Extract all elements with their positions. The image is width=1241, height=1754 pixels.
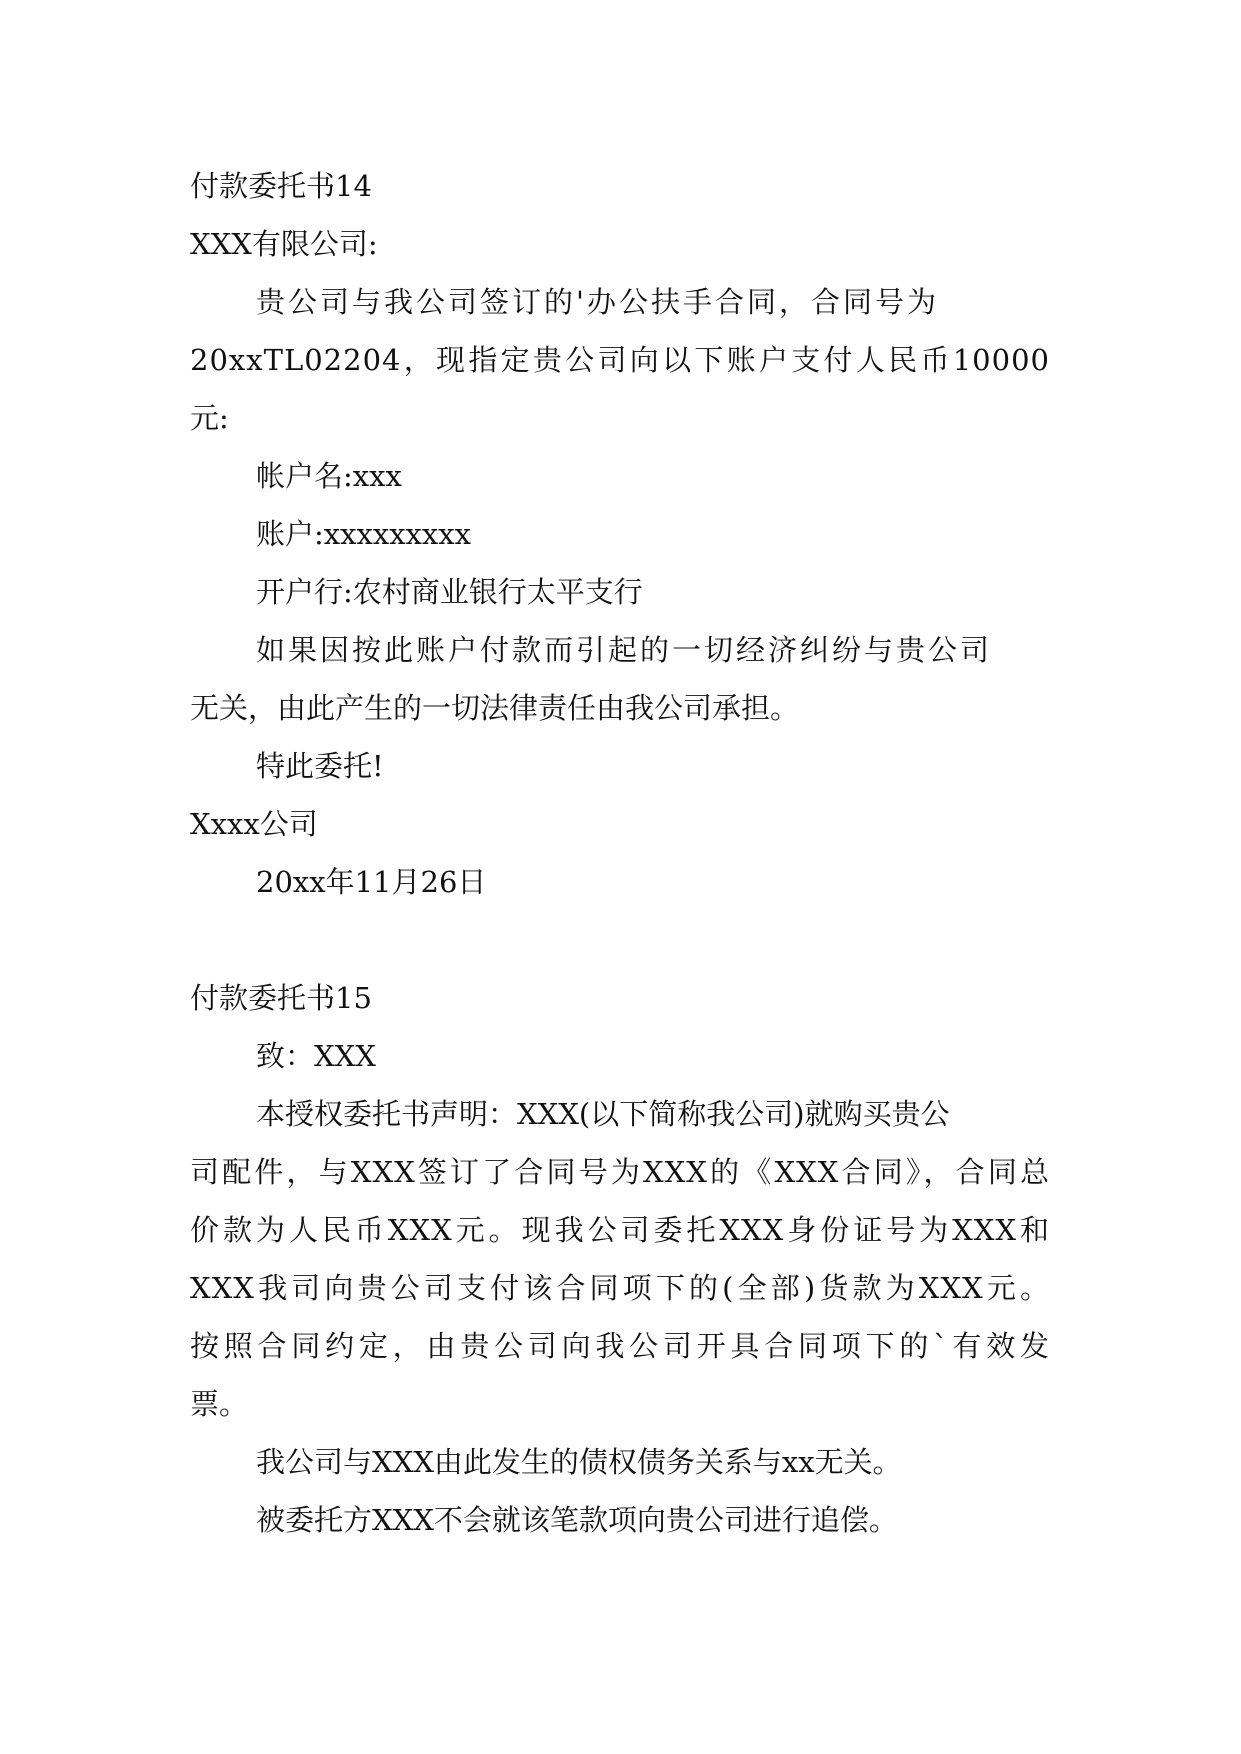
letter14-disclaimer-line2: 无关，由此产生的一切法律责任由我公司承担。 bbox=[190, 691, 800, 725]
letter15-statement-line2: 司配件，与XXX签订了合同号为XXX的《XXX合同》，合同总 bbox=[190, 1155, 1050, 1189]
letter14-date: 20xx年11月26日 bbox=[256, 865, 487, 899]
letter14-account-name: 帐户名:xxx bbox=[256, 459, 402, 493]
letter14-body-line3: 元: bbox=[190, 401, 229, 435]
letter15-statement-line1: 本授权委托书声明：XXX(以下简称我公司)就购买贵公 bbox=[256, 1097, 950, 1131]
letter15-title: 付款委托书15 bbox=[190, 981, 372, 1015]
letter15-statement-line5: 按照合同约定，由贵公司向我公司开具合同项下的`有效发 bbox=[190, 1329, 1050, 1363]
letter14-bank: 开户行:农村商业银行太平支行 bbox=[256, 575, 643, 609]
letter15-statement-line6: 票。 bbox=[190, 1387, 249, 1421]
letter15-statement-line3: 价款为人民币XXX元。现我公司委托XXX身份证号为XXX和 bbox=[190, 1213, 1050, 1247]
letter15-no-recourse: 被委托方XXX不会就该笔款项向贵公司进行追偿。 bbox=[256, 1503, 898, 1537]
letter14-closing: 特此委托! bbox=[256, 749, 384, 783]
letter14-body-line1: 贵公司与我公司签订的'办公扶手合同，合同号为 bbox=[256, 285, 939, 319]
letter14-account-number: 账户:xxxxxxxxx bbox=[256, 517, 471, 551]
letter14-recipient: XXX有限公司: bbox=[190, 227, 378, 261]
letter14-signature: Xxxx公司 bbox=[190, 807, 318, 841]
letter15-statement-line4: XXX我司向贵公司支付该合同项下的(全部)货款为XXX元。 bbox=[190, 1271, 1050, 1305]
letter14-body-line2: 20xxTL02204，现指定贵公司向以下账户支付人民币10000 bbox=[190, 343, 1050, 377]
letter15-relation: 我公司与XXX由此发生的债权债务关系与xx无关。 bbox=[256, 1445, 902, 1479]
letter14-title: 付款委托书14 bbox=[190, 169, 372, 203]
letter14-disclaimer-line1: 如果因按此账户付款而引起的一切经济纠纷与贵公司 bbox=[256, 633, 993, 667]
letter15-to: 致：XXX bbox=[256, 1039, 376, 1073]
